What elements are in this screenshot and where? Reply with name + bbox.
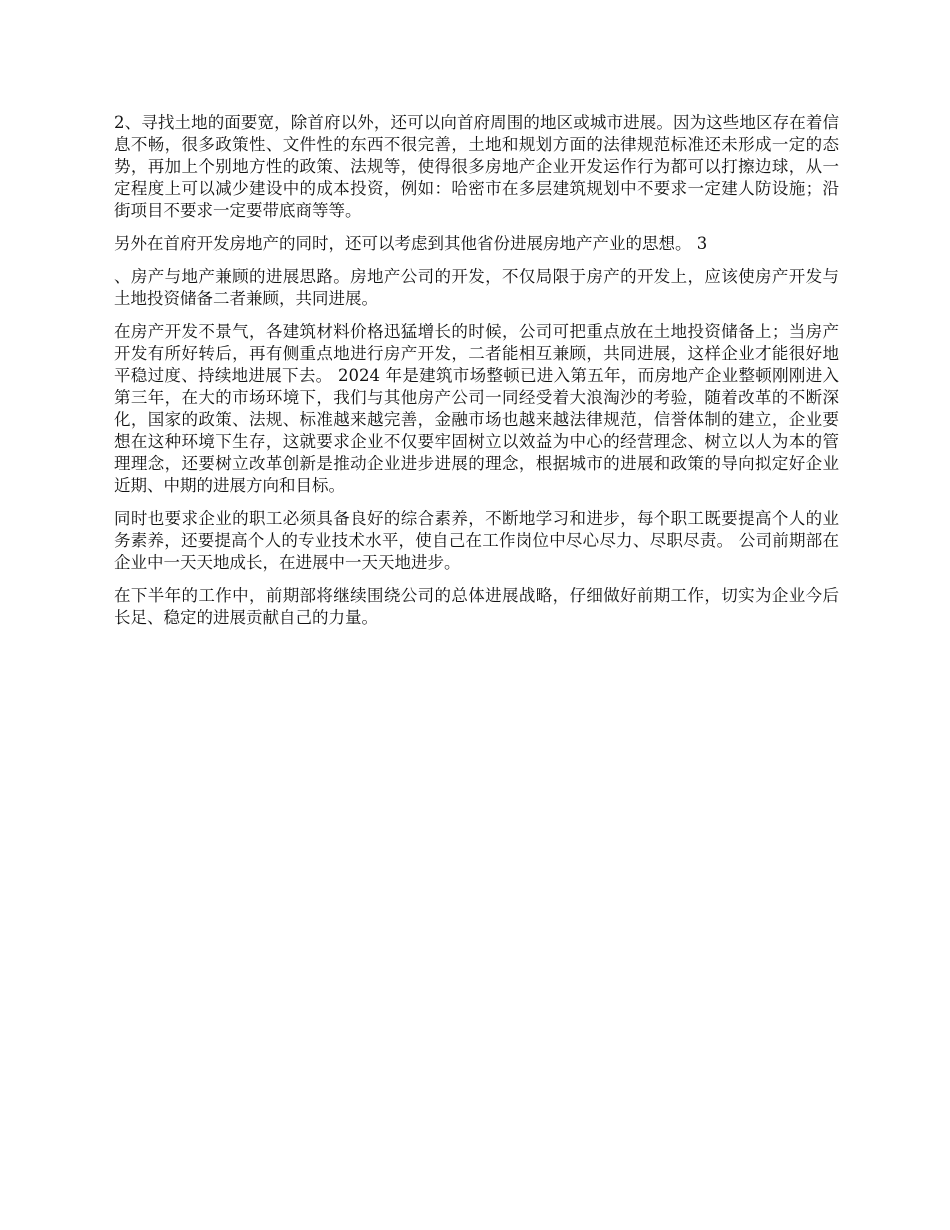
paragraph-land-search: 2、寻找土地的面要宽，除首府以外，还可以向首府周围的地区或城市进展。因为这些地区存在着信息不畅，很多政策性、文件性的东西不很完善，土地和规划方面的法律规范标准还未形成一定的态势，再加上个别地方性的政策、法规等，使得很多房地产企业开发运作行为都可以打擦边球，从一定程度上可以减少建设中的成本投资，例如：哈密市在多层建筑规划中不要求一定建人防设施；沿街项目不要求一定要带底商等等。 bbox=[114, 113, 839, 220]
paragraph-house-land-balance: 、房产与地产兼顾的进展思路。房地产公司的开发，不仅局限于房产的开发上，应该使房产开发与土地投资储备二者兼顾，共同进展。 bbox=[114, 267, 839, 308]
paragraph-market-environment: 在房产开发不景气，各建筑材料价格迅猛增长的时候，公司可把重点放在土地投资储备上；当房产开发有所好转后，再有侧重点地进行房产开发，二者能相互兼顾，共同进展，这样企业才能很好地平稳过度、持续地进展下去。 2024 年是建筑市场整顿已进入第五年，而房地产企业整顿刚刚进入第三年，在大的市场环境下，我们与其他房产公司一同经受着大浪淘沙的考验，随着改革的不断深化，国家的政策、法规、标准越来越完善，金融市场也越来越法律规范，信誉体制的建立，企业要想在这种环境下生存，这就要求企业不仅要牢固树立以效益为中心的经营理念、树立以人为本的管理理念，还要树立改革创新是推动企业进步进展的理念，根据城市的进展和政策的导向拟定好企业近期、中期的进展方向和目标。 bbox=[114, 322, 839, 495]
paragraph-other-provinces: 另外在首府开发房地产的同时，还可以考虑到其他省份进展房地产产业的思想。 3 bbox=[114, 234, 708, 253]
paragraph-second-half-plan: 在下半年的工作中，前期部将继续围绕公司的总体进展战略，仔细做好前期工作，切实为企业今后长足、稳定的进展贡献自己的力量。 bbox=[114, 586, 839, 627]
document-body bbox=[114, 112, 839, 640]
paragraph-staff-quality: 同时也要求企业的职工必须具备良好的综合素养，不断地学习和进步，每个职工既要提高个人的业务素养，还要提高个人的专业技术水平，使自己在工作岗位中尽心尽力、尽职尽责。 公司前期部在企业中一天天地成长，在进展中一天天地进步。 bbox=[114, 509, 839, 572]
